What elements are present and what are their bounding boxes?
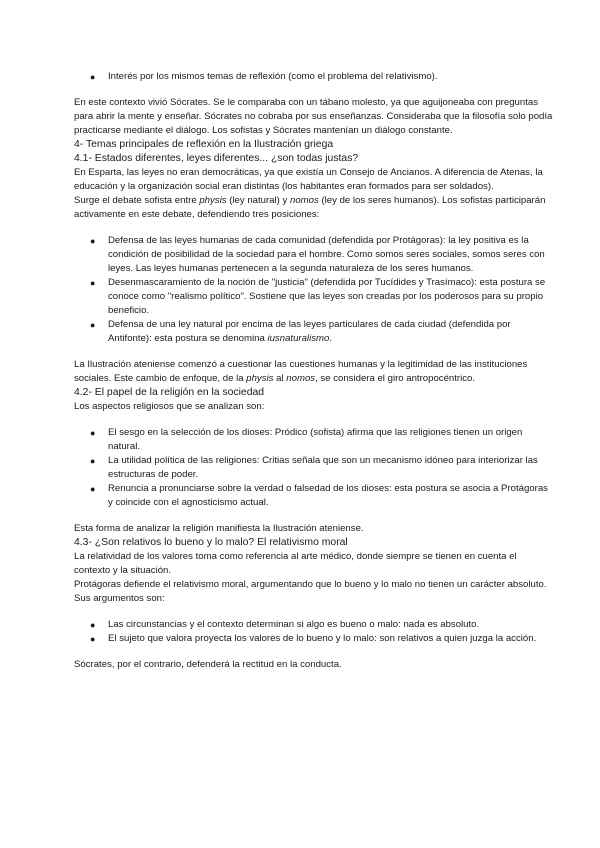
paragraph-aspectos: Los aspectos religiosos que se analizan son: [74, 401, 265, 412]
section-4-3-heading: 4.3- ¿Son relativos lo bueno y lo malo? El relativismo moral [74, 537, 348, 548]
list-item-text: Las circunstancias y el contexto determinan si algo es bueno o malo: nada es absoluto. [108, 619, 480, 630]
list-item [74, 276, 554, 318]
section-4-heading: 4- Temas principales de reflexión en la Ilustración griega [74, 139, 334, 150]
list-item [74, 426, 554, 454]
bullet-icon: ● [90, 620, 96, 630]
term-iusnaturalismo: iusnaturalismo [267, 333, 330, 344]
bullet-icon: ● [90, 634, 96, 644]
bullet-icon: ● [90, 320, 96, 330]
bullet-icon: ● [90, 236, 96, 246]
list-item [74, 482, 554, 510]
religion-list [74, 426, 554, 510]
paragraph-socrates-context: En este contexto vivió Sócrates. Se le comparaba con un tábano molesto, ya que aguijoneaba con preguntas para abrir la mente y enseñar. Sócrates no cobraba por sus enseñanzas. Consideraba que la filosofía solo podía practicarse mediante el diálogo. Los sofistas y Sócrates mantenían un diálogo constante. [74, 97, 553, 136]
list-item-text: El sujeto que valora proyecta los valores de lo bueno y lo malo: son relativos a quien juzga la acción. [108, 633, 537, 644]
list-item [74, 454, 554, 482]
list-item-text: La utilidad política de las religiones: Critias señala que son un mecanismo idóneo para interiorizar las estructuras de poder. [108, 455, 538, 480]
bullet-icon: ● [90, 72, 96, 82]
bullet-icon: ● [90, 484, 96, 494]
moral-list [74, 618, 554, 646]
top-bullet-list [74, 70, 554, 84]
paragraph-esparta: En Esparta, las leyes no eran democráticas, ya que existía un Consejo de Ancianos. A diferencia de Atenas, la educación y la organización social eran distintas (los habitantes eran formados para ser soldados). [74, 167, 543, 192]
list-item-text: Defensa de las leyes humanas de cada comunidad (defendida por Protágoras): la ley positiva es la condición de posibilidad de la sociedad para el hombre. Como somos seres sociales, somos seres con leyes. Las leyes humanas pertenecen a la segunda naturaleza de los seres humanos. [108, 235, 545, 274]
section-4-2-heading: 4.2- El papel de la religión en la sociedad [74, 387, 265, 398]
list-item-text: El sesgo en la selección de los dioses: Pródico (sofista) afirma que las religiones tienen un origen natural. [108, 427, 523, 452]
term-physis: physis [199, 195, 227, 206]
term-physis: physis [246, 373, 274, 384]
term-nomos: nomos [290, 195, 319, 206]
paragraph-relatividad: La relatividad de los valores toma como referencia al arte médico, donde siempre se tienen en cuenta el contexto y la situación. [74, 551, 517, 576]
bullet-icon: ● [90, 456, 96, 466]
paragraph-protagoras: Protágoras defiende el relativismo moral, argumentando que lo bueno y lo malo no tienen un carácter absoluto. Sus argumentos son: [74, 579, 547, 604]
paragraph-ilustracion: La Ilustración ateniense comenzó a cuestionar las cuestiones humanas y la legitimidad de las instituciones sociales. Este cambio de enfoque, de la physis al nomos, se considera el giro antropocéntrico. [74, 359, 528, 384]
positions-list [74, 234, 554, 346]
bullet-icon: ● [90, 428, 96, 438]
list-item [74, 632, 554, 646]
document-body [74, 70, 554, 672]
list-item-text: Defensa de una ley natural por encima de las leyes particulares de cada ciudad (defendida por Antifonte): esta postura se denomina iusnaturalismo. [108, 319, 511, 344]
paragraph-final: Sócrates, por el contrario, defenderá la rectitud en la conducta. [74, 659, 342, 670]
term-nomos: nomos [286, 373, 316, 384]
bullet-icon: ● [90, 278, 96, 288]
list-item-text: Desenmascaramiento de la noción de "justicia" (defendida por Tucídides y Trasímaco): esta postura se conoce como "realismo político". Sostiene que las leyes son creadas por los poderosos para su propio beneficio. [108, 277, 546, 316]
section-4-1-heading: 4.1- Estados diferentes, leyes diferentes... ¿son todas justas? [74, 153, 359, 164]
list-item [74, 318, 554, 346]
list-item [74, 70, 554, 84]
list-item-text: Interés por los mismos temas de reflexión (como el problema del relativismo). [108, 71, 438, 82]
list-item [74, 234, 554, 276]
list-item [74, 618, 554, 632]
paragraph-debate: Surge el debate sofista entre physis (ley natural) y nomos (ley de los seres humanos). Los sofistas participarán activamente en este debate, defendiendo tres posiciones: [74, 195, 546, 220]
paragraph-forma: Esta forma de analizar la religión manifiesta la Ilustración ateniense. [74, 523, 364, 534]
list-item-text: Renuncia a pronunciarse sobre la verdad o falsedad de los dioses: esta postura se asocia a Protágoras y coincide con el agnosticismo actual. [108, 483, 548, 508]
